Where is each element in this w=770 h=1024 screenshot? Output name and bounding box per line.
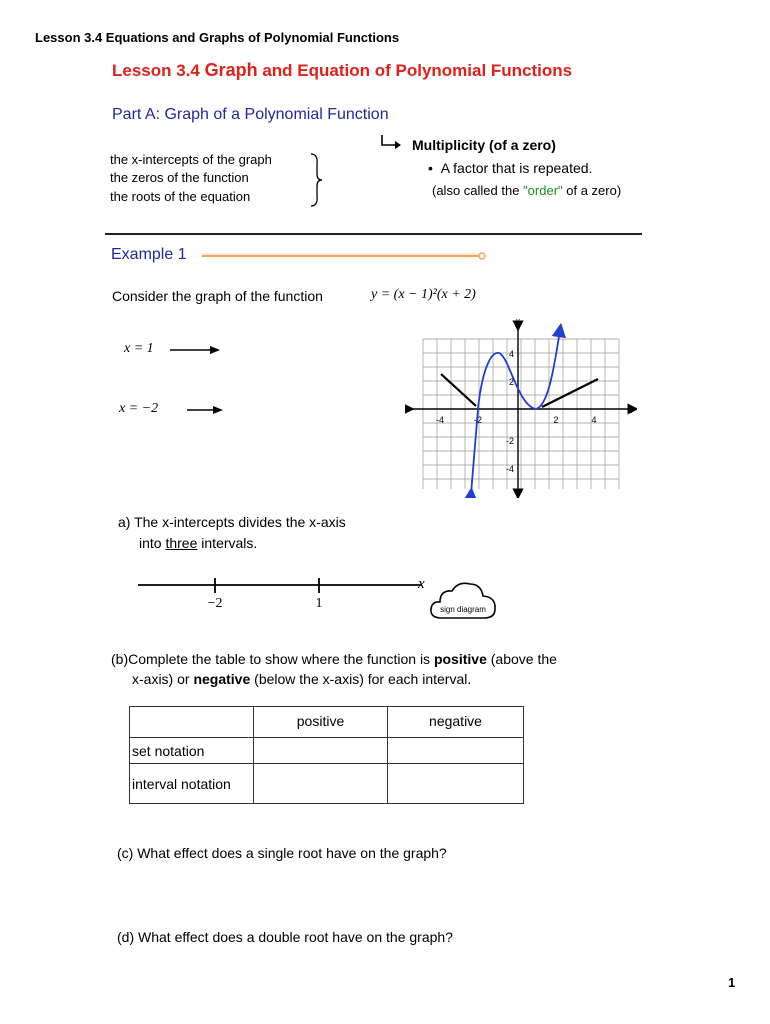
table-answer-cell[interactable] [388,764,524,804]
root-equation: x = −2 [119,401,159,416]
cloud-icon [428,578,500,624]
table-row-label: interval notation [130,764,254,804]
note-text: (also called the [432,183,524,198]
synonym-item: the roots of the equation [110,189,251,204]
synonym-item: the x-intercepts of the graph [110,152,272,167]
qa-text: intervals. [197,535,258,551]
example-title: Example 1 [111,246,187,263]
qb-bold: negative [193,671,251,687]
note-highlight: "order" [523,183,563,198]
arrow-right-icon [185,403,225,417]
arrow-right-icon [168,343,222,357]
y-tick-label: 2 [508,377,514,387]
number-line [135,576,425,616]
multiplicity-title: Multiplicity (of a zero) [412,137,556,153]
table-header-cell [130,707,254,738]
number-line-axis-label: x [418,576,425,592]
qb-text: (b)Complete the table to show where the function is [111,651,434,667]
table-header-cell: negative [388,707,524,738]
qb-text: (above the [486,651,557,667]
synonym-item: the zeros of the function [110,170,249,185]
arrow-return-icon [380,134,404,150]
question-a-line2 [139,535,257,551]
polynomial-graph [405,318,637,498]
y-tick-label: -2 [505,436,514,446]
page-header: Lesson 3.4 Equations and Graphs of Polynomial Functions [35,30,400,45]
polynomial-curve [471,330,560,494]
y-tick-label: -4 [505,464,514,474]
table-answer-cell[interactable] [388,738,524,764]
function-equation: y = (x − 1)²(x + 2) [371,287,476,302]
qb-text: x-axis) or [132,671,194,687]
table-row-label: set notation [130,738,254,764]
x-tick-label: 2 [553,415,559,425]
example-prompt: Consider the graph of the function [112,288,323,304]
root-equation: x = 1 [124,341,154,356]
lesson-title [112,60,572,81]
section-divider [105,233,642,235]
graph-grid [423,339,619,489]
question-b-line2 [132,671,471,687]
bullet-icon: • [428,160,433,176]
table-answer-cell[interactable] [254,764,388,804]
x-tick-label: -2 [473,415,483,425]
part-a-title: Part A: Graph of a Polynomial Function [112,106,389,123]
lesson-title-part1: Lesson 3.4 [112,61,205,80]
y-tick-label: 4 [508,349,514,359]
curly-brace-icon [308,152,324,208]
question-b-line1 [111,651,557,667]
multiplicity-note [432,183,621,198]
sign-table [129,706,524,804]
x-tick-label: 4 [591,415,597,425]
lesson-title-part3: and Equation of Polynomial Functions [257,61,573,80]
multiplicity-bullet [428,160,592,176]
underlined-answer: three [165,535,198,551]
table-answer-cell[interactable] [254,738,388,764]
question-d: (d) What effect does a double root have on the graph? [117,929,453,945]
example-title-underline [202,250,488,262]
x-axis-label: x [629,408,633,415]
lesson-title-part2: Graph [204,60,258,80]
question-a-line1: a) The x-intercepts divides the x-axis [118,514,346,530]
x-tick-label: -4 [435,415,445,425]
table-header-cell: positive [254,707,388,738]
number-line-tick-label: 1 [315,596,323,611]
note-text: of a zero) [562,183,622,198]
annotation-arrow-left [441,374,476,406]
question-c: (c) What effect does a single root have on the graph? [117,845,447,861]
qa-text: into [139,535,166,551]
qb-bold: positive [433,651,487,667]
multiplicity-bullet-text: A factor that is repeated. [440,160,593,176]
y-axis-label: y [516,318,520,325]
page-number: 1 [728,975,736,990]
number-line-tick-label: −2 [207,596,223,611]
cloud-label: sign diagram [440,605,486,614]
qb-text: (below the x-axis) for each interval. [250,671,472,687]
